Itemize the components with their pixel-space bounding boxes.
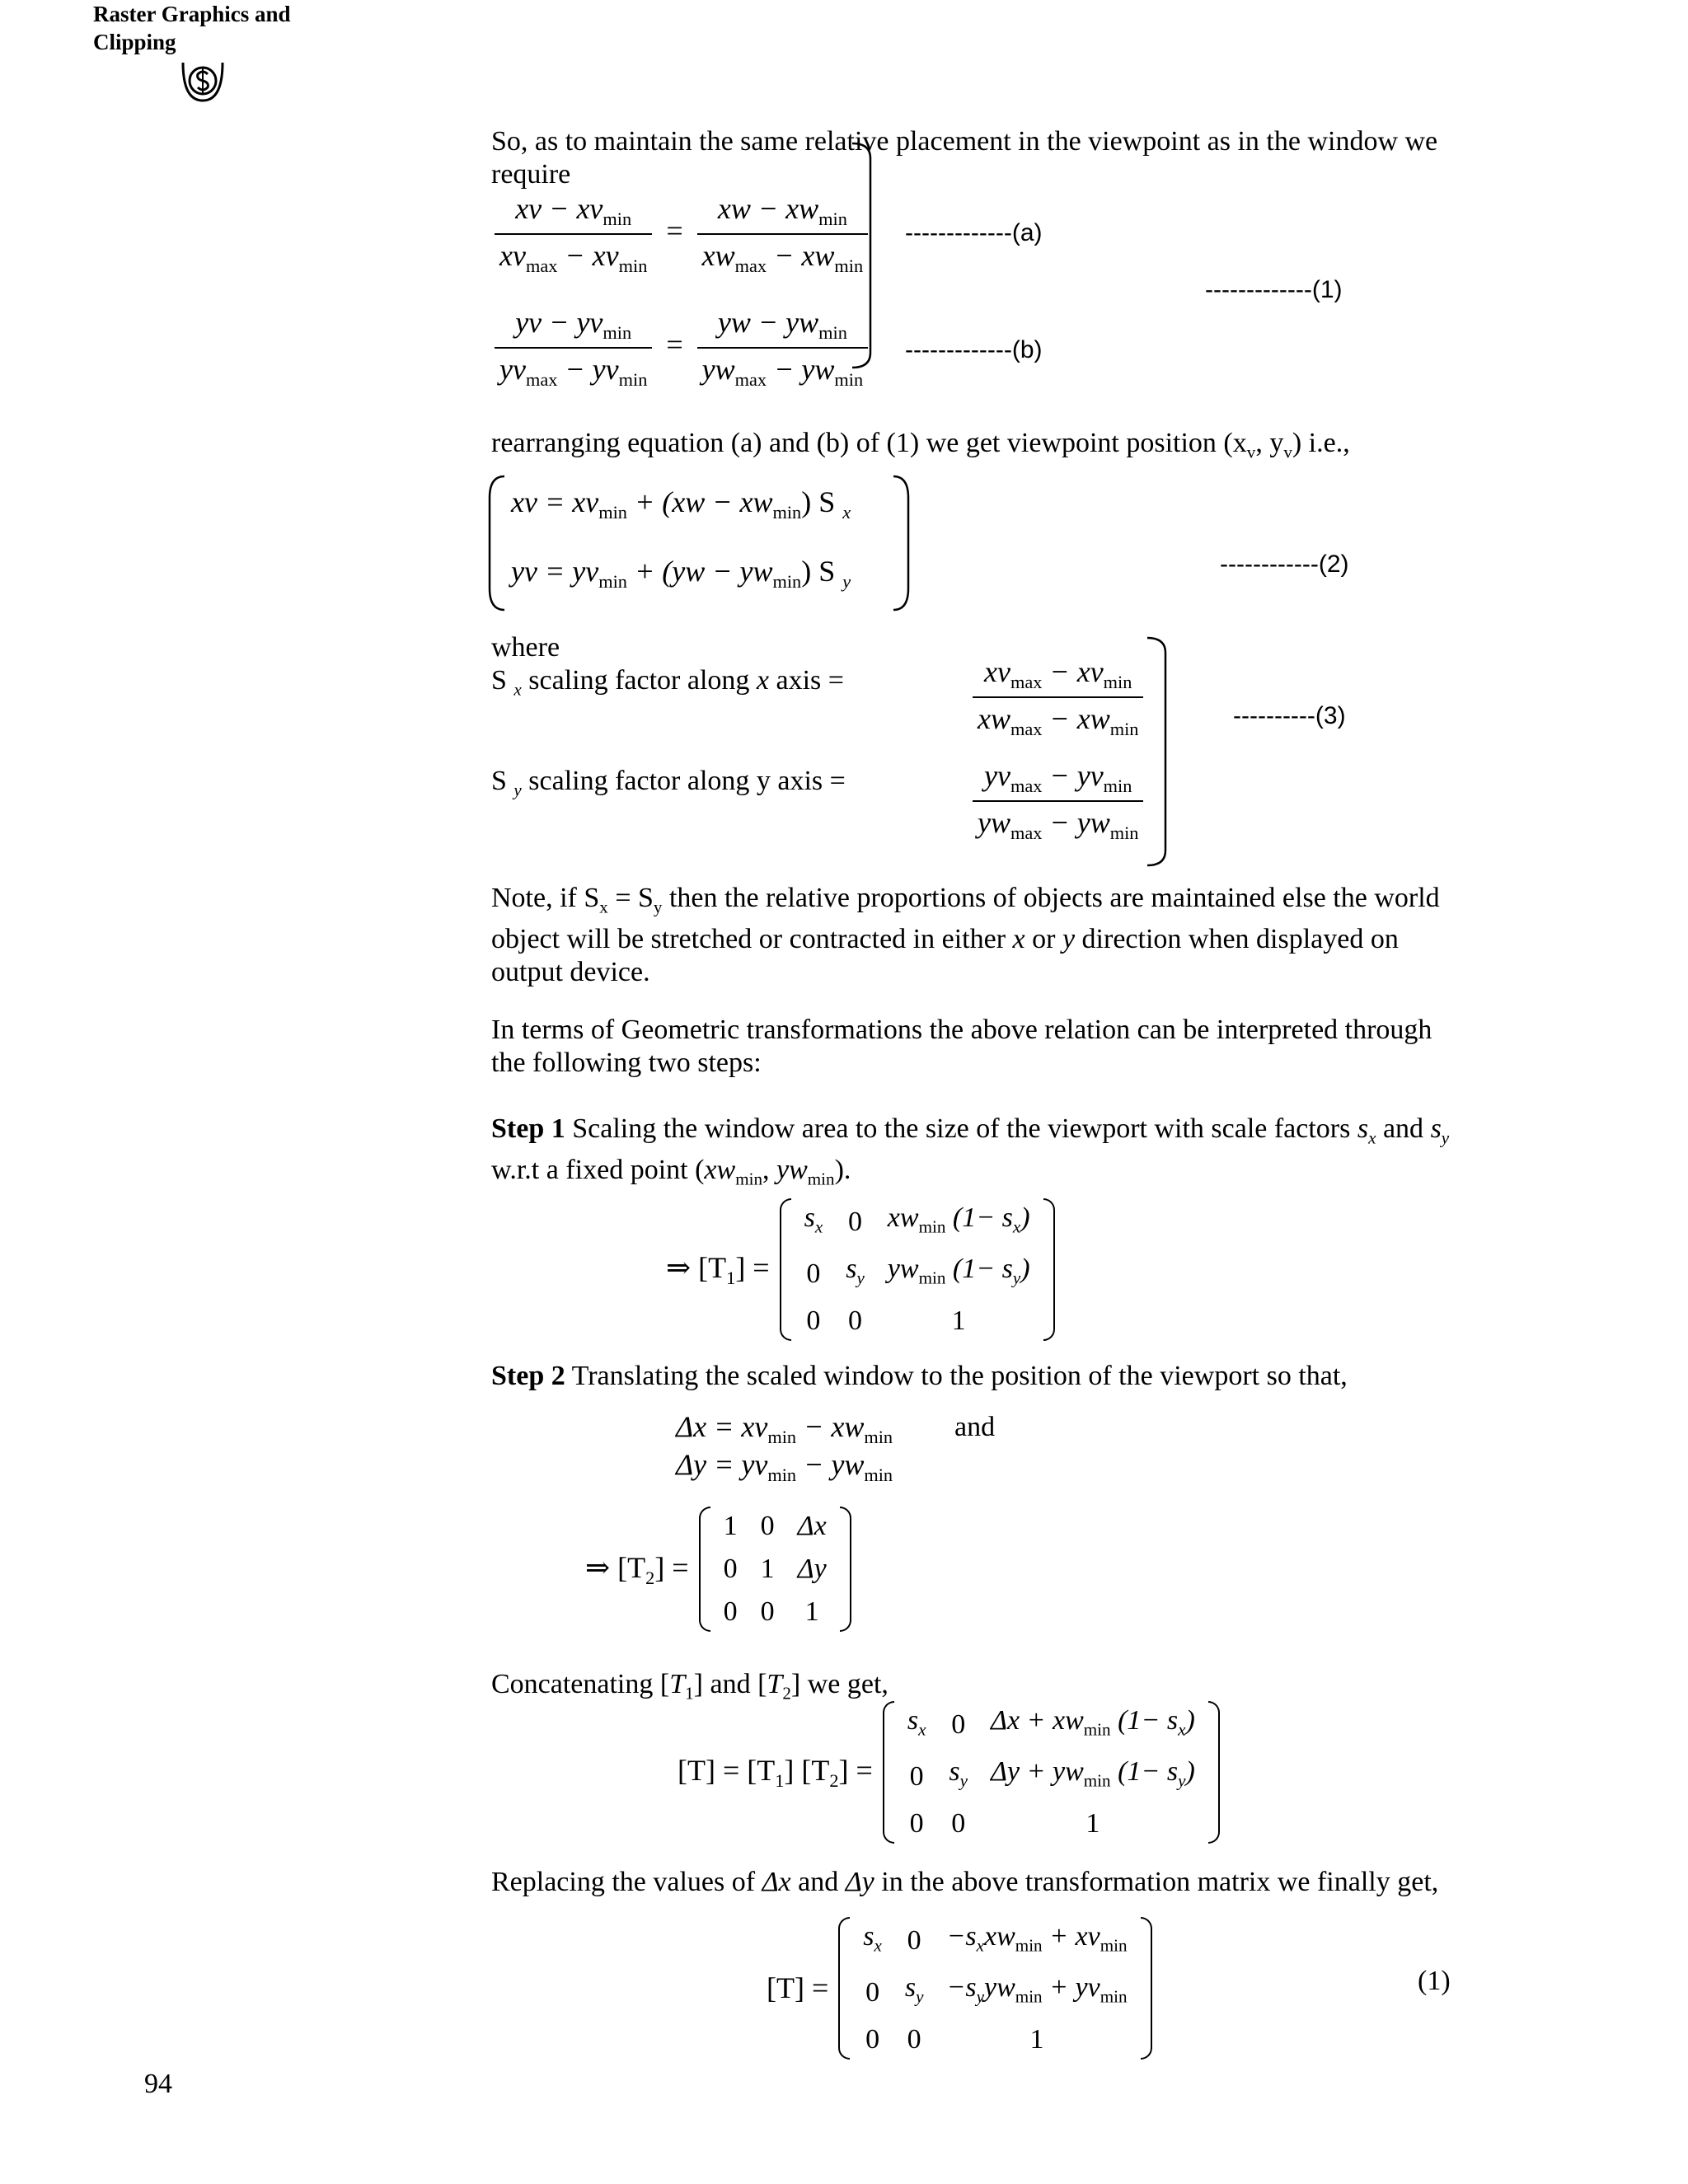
equation-1-tag: -------------(1) bbox=[1205, 276, 1343, 303]
intro-paragraph: So, as to maintain the same relative placement in the viewpoint as in the window we require bbox=[491, 126, 1438, 190]
sx-label: S $_x$ scaling factor along x axis = bbox=[491, 665, 844, 700]
equation-2-line-2: yv = $yv_{min} + (yw - yw_{min})$ S $_y$ bbox=[511, 555, 851, 592]
sy-label: S $_y$ scaling factor along y axis = bbox=[491, 766, 846, 800]
equation-a-tag: -------------(a) bbox=[905, 219, 1043, 246]
equation-2-line-1: xv = $xv_{min} + (xw - xw_{min})$ S $_x$ bbox=[511, 485, 851, 523]
matrix-t-final: [T] = $s_x$ 0 $-s_xxw_{min} + xv_{min}$ 0 $s_y$ $-s_yyw_{min} + yv_{min}$ 0 0 1 bbox=[767, 1915, 1152, 2061]
final-equation-tag: (1) bbox=[1418, 1966, 1451, 1996]
equation-b: $\frac{yv - yv_{min}}{yv_{max} - yv_{min}}$ = $\frac{yw - yw_{min}}{yw_{max} - yw_{min}}$ bbox=[495, 305, 868, 391]
brace-equation-1 bbox=[849, 140, 882, 371]
header-line-2: Clipping bbox=[93, 30, 176, 54]
equation-3-tag: ----------(3) bbox=[1233, 702, 1346, 729]
fraction-sx: $\frac{xv_{max} - xv_{min}}{xw_{max} - xw_{min}}$ bbox=[973, 654, 1143, 740]
delta-y-equation: $\Delta y = yv_{min} - yw_{min}$ bbox=[676, 1448, 893, 1485]
rearranging-paragraph: rearranging equation (a) and (b) of (1) we get viewpoint position ($x_v$, $y_v$) i.e., bbox=[491, 428, 1350, 462]
matrix-t-concatenated: $[T] = [T_1] [T_2]$ = $s_x$ 0 $\Delta x + xw_{min}$ $(1- s_x)$ 0 $s_y$ $\Delta y + yw_{min}$ $(1- s_y)$ 0 0 1 bbox=[678, 1699, 1220, 1845]
equation-a: $\frac{xv - xv_{min}}{xv_{max} - xv_{min}}$ = $\frac{xw - xw_{min}}{xw_{max} - xw_{min}}$ bbox=[495, 191, 868, 277]
delta-x-equation: $\Delta x = xv_{min} - xw_{min}$ bbox=[676, 1410, 893, 1447]
fraction-sy: $\frac{yv_{max} - yv_{min}}{yw_{max} - yw_{min}}$ bbox=[973, 758, 1143, 844]
brace-equation-3 bbox=[1144, 635, 1177, 869]
matrix-t2: ⇒ $[T_2]$ = 1 0 Δx 0 1 Δy 0 0 1 bbox=[585, 1505, 851, 1633]
step-1-paragraph: Step 1 Scaling the window area to the size of the viewport with scale factors $s_x$ and $s_y$ w.r.t a fixed point ($xw_{min}$, $yw_{min}$). bbox=[491, 1113, 1450, 1189]
equation-2-tag: ------------(2) bbox=[1220, 551, 1349, 578]
fraction-a-right: $\frac{xw - xw_{min}}{xw_{max} - xw_{min}}$ bbox=[697, 191, 868, 277]
fraction-b-left: $\frac{yv - yv_{min}}{yv_{max} - yv_{min}}$ bbox=[495, 305, 652, 391]
fraction-b-right: $\frac{yw - yw_{min}}{yw_{max} - yw_{min}}$ bbox=[697, 305, 868, 391]
page-number: 94 bbox=[144, 2069, 172, 2099]
where-label: where bbox=[491, 632, 560, 663]
concatenating-paragraph: Concatenating $[T_1]$ and $[T_2]$ we get, bbox=[491, 1669, 889, 1704]
fraction-a-left: $\frac{xv - xv_{min}}{xv_{max} - xv_{min}}$ bbox=[495, 191, 652, 277]
university-logo-icon bbox=[180, 58, 226, 104]
running-header bbox=[93, 0, 291, 56]
equation-b-tag: -------------(b) bbox=[905, 336, 1043, 363]
step-2-paragraph: Step 2 Translating the scaled window to the position of the viewport so that, bbox=[491, 1361, 1348, 1391]
and-label: and bbox=[954, 1412, 996, 1442]
matrix-t1: ⇒ $[T_1]$ = $s_x$ 0 $xw_{min}$ $(1- s_x)$ 0 $s_y$ $yw_{min}$ $(1- s_y)$ 0 0 1 bbox=[666, 1197, 1055, 1343]
geometric-paragraph: In terms of Geometric transformations the above relation can be interpreted through the following two steps: bbox=[491, 1015, 1432, 1078]
header-line-1: Raster Graphics and bbox=[93, 2, 291, 26]
note-paragraph: Note, if $S_x = S_y$ then the relative proportions of objects are maintained else the world object will be stretched or contracted in either x or y direction when displayed on output device. bbox=[491, 883, 1440, 988]
replacing-paragraph: Replacing the values of Δx and Δy in the above transformation matrix we finally get, bbox=[491, 1867, 1439, 1897]
